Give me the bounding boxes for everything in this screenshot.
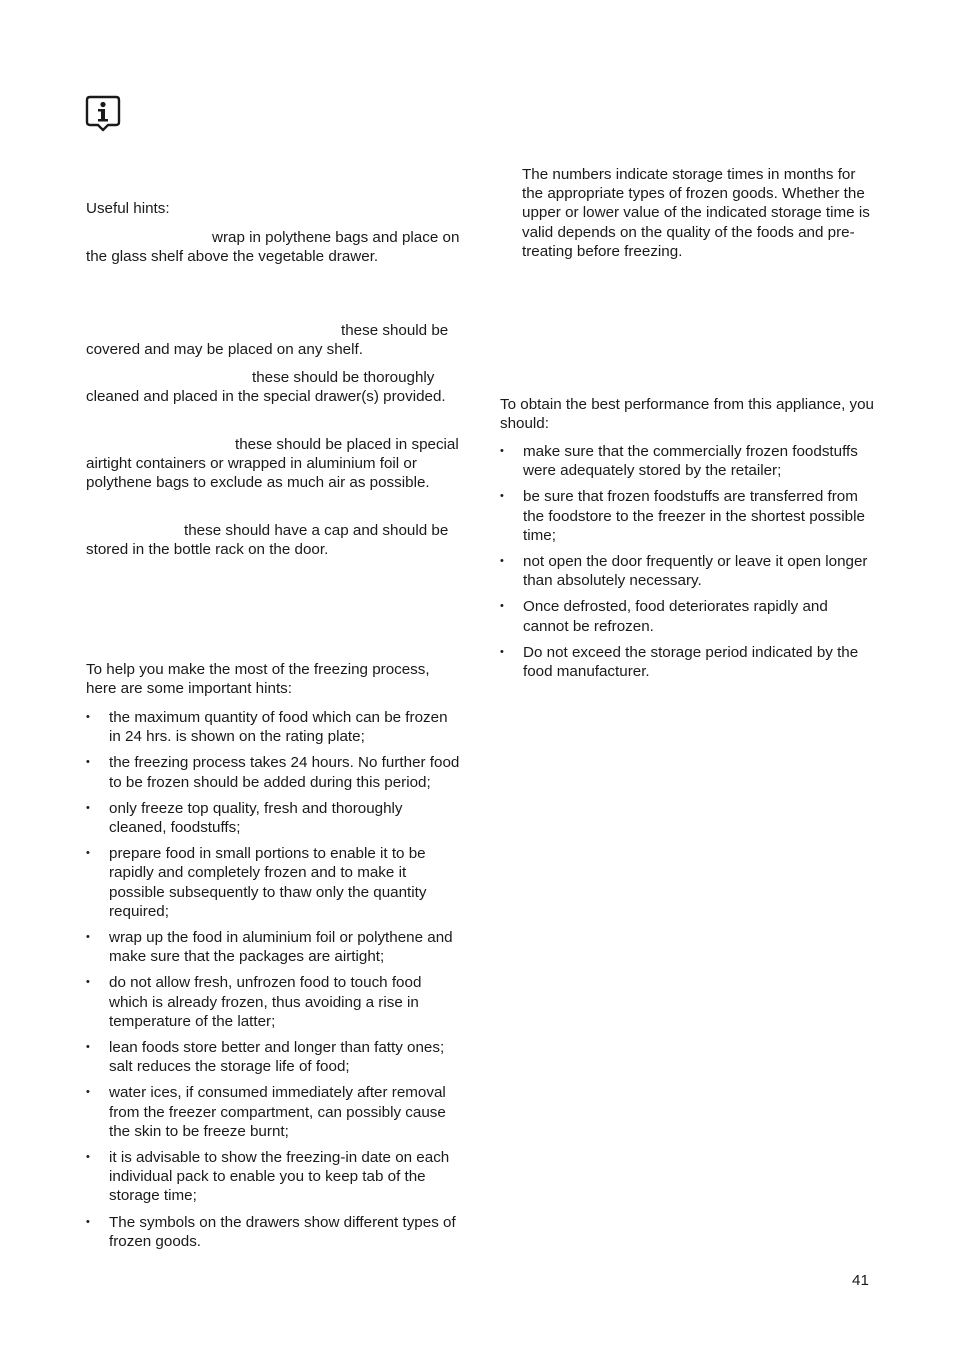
- bullet: •: [86, 1215, 90, 1228]
- info-icon: [84, 94, 122, 132]
- bullet: •: [86, 931, 90, 944]
- bullet: •: [86, 1151, 90, 1164]
- list-item: • make sure that the commercially frozen foodstuffs were adequately stored by the retailer;: [500, 443, 858, 480]
- bullet: •: [500, 445, 504, 457]
- list-item: • the maximum quantity of food which can be frozen in 24 hrs. is shown on the rating plate;: [86, 709, 448, 746]
- freezing-intro: To help you make the most of the freezing process, here are some important hints:: [86, 661, 430, 698]
- list-item: • Do not exceed the storage period indicated by the food manufacturer.: [500, 643, 859, 681]
- list-item: • Once defrosted, food deteriorates rapidly and cannot be refrozen.: [500, 598, 828, 635]
- bullet: •: [86, 1041, 90, 1054]
- list-item: • only freeze top quality, fresh and thoroughly cleaned, foodstuffs;: [86, 799, 403, 837]
- list-item: • not open the door frequently or leave it open longer than absolutely necessary.: [500, 553, 868, 590]
- list-item: • lean foods store better and longer than fatty ones; salt reduces the storage life of food;: [86, 1039, 445, 1076]
- hint-cooked-foods: these should be covered and may be placed on any shelf.: [86, 322, 449, 359]
- list-item: • it is advisable to show the freezing-in date on each individual pack to enable you to keep tab of the storage time;: [86, 1149, 450, 1205]
- storage-times-note: The numbers indicate storage times in months for the appropriate types of frozen goods. Whether the upper or lower value of the indicated storage time is valid depends on the quality of the foods and pre-treating before freezing.: [522, 166, 870, 260]
- performance-intro: To obtain the best performance from this appliance, you should:: [500, 396, 874, 433]
- bullet: •: [86, 801, 90, 814]
- bullet: •: [86, 711, 90, 723]
- bullet: •: [86, 847, 90, 860]
- bullet: •: [500, 555, 504, 568]
- list-item: • be sure that frozen foodstuffs are transferred from the foodstore to the freezer in the shortest possible time;: [500, 488, 865, 544]
- bullet: •: [500, 600, 504, 613]
- bullet: •: [86, 756, 90, 769]
- list-item: • The symbols on the drawers show different types of frozen goods.: [86, 1213, 456, 1250]
- hint-fruit-vegetables: these should be thoroughly cleaned and placed in the special drawer(s) provided.: [86, 369, 446, 406]
- list-item: • water ices, if consumed immediately after removal from the freezer compartment, can possibly cause the skin to be freeze burnt;: [86, 1084, 446, 1140]
- list-item: • the freezing process takes 24 hours. No further food to be frozen should be added during this period;: [86, 754, 460, 791]
- bullet: •: [500, 645, 504, 658]
- page-number: 41: [852, 1272, 869, 1289]
- freezing-hints-list: [86, 708, 461, 1258]
- list-item: • prepare food in small portions to enable it to be rapidly and completely frozen and to make it possible subsequently to thaw only the quantity required;: [86, 845, 427, 920]
- list-item: • wrap up the food in aluminium foil or polythene and make sure that the packages are airtight;: [86, 929, 453, 966]
- bullet: •: [500, 490, 504, 503]
- bullet: •: [86, 976, 90, 989]
- hint-vegetables: wrap in polythene bags and place on the glass shelf above the vegetable drawer.: [86, 229, 460, 266]
- performance-hints-list: [500, 442, 875, 688]
- useful-hints-label: Useful hints:: [86, 200, 170, 217]
- list-item: • do not allow fresh, unfrozen food to touch food which is already frozen, thus avoiding a rise in temperature of the latter;: [86, 974, 422, 1030]
- hint-bottles: these should have a cap and should be stored in the bottle rack on the door.: [86, 522, 449, 559]
- hint-meat-fish: these should be placed in special airtight containers or wrapped in aluminium foil or polythene bags to exclude as much air as possible.: [86, 436, 459, 492]
- bullet: •: [86, 1086, 90, 1099]
